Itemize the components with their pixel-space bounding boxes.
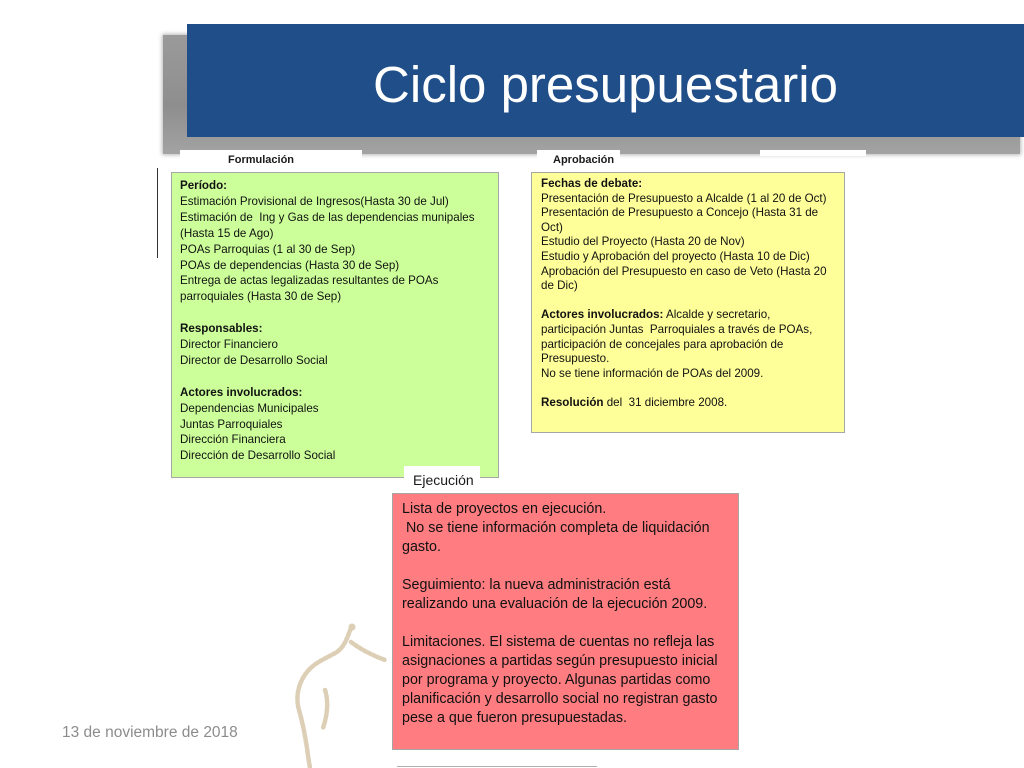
resolucion-heading: Resolución <box>541 395 604 409</box>
resolucion-group <box>541 396 844 411</box>
aprobacion-actores-line: Presupuesto. <box>541 352 610 366</box>
responsables-heading: Responsables: <box>180 322 263 336</box>
fechas-line: Presentación de Presupuesto a Concejo (Hasta 31 de <box>541 206 819 220</box>
periodo-line: parroquiales (Hasta 30 de Sep) <box>180 290 342 304</box>
label-mask-empty <box>760 150 866 156</box>
fechas-group <box>541 177 844 294</box>
map-outline-graphic <box>285 620 395 768</box>
seguimiento-paragraph <box>402 576 738 614</box>
resolucion-line <box>541 396 844 411</box>
periodo-line: Estimación de Ing y Gas de las dependencias munipales <box>180 210 475 224</box>
fechas-heading: Fechas de debate: <box>541 177 643 190</box>
periodo-line: Entrega de actas legalizadas resultantes de POAs <box>180 274 439 288</box>
ejecucion-line: pese a que fueron presupuestadas. <box>402 710 627 726</box>
responsables-line: Director Financiero <box>180 338 278 352</box>
actores-line: Dirección Financiera <box>180 433 286 447</box>
actores-line: Dependencias Municipales <box>180 401 319 415</box>
periodo-heading: Período: <box>180 179 228 192</box>
aprobacion-actores-line: participación Juntas Parroquiales a través de POAs, <box>541 322 813 336</box>
periodo-line: POAs Parroquias (1 al 30 de Sep) <box>180 242 356 256</box>
ejecucion-line: planificación y desarrollo social no registran gasto <box>402 691 718 707</box>
aprobacion-actores-heading-rest: Alcalde y secretario, <box>663 308 771 322</box>
actores-line: Juntas Parroquiales <box>180 417 283 431</box>
limitaciones-paragraph <box>402 633 738 728</box>
responsables-line: Director de Desarrollo Social <box>180 353 328 367</box>
bottom-edge-line <box>397 766 597 767</box>
responsables-group <box>180 321 498 369</box>
vertical-divider <box>157 168 158 258</box>
fechas-line: de Dic) <box>541 279 578 293</box>
actores-heading: Actores involucrados: <box>180 385 303 399</box>
fechas-line: Oct) <box>541 220 563 234</box>
actores-line: Dirección de Desarrollo Social <box>180 449 336 463</box>
ejecucion-line: gasto. <box>402 539 441 555</box>
periodo-line: Estimación Provisional de Ingresos(Hasta 30 de Jul) <box>180 194 449 208</box>
ejecucion-line: realizando una evaluación de la ejecución 2009. <box>402 596 708 612</box>
aprobacion-actores-first-line <box>541 308 844 323</box>
aprobacion-actores-line: No se tiene información de POAs del 2009. <box>541 366 764 380</box>
aprobacion-actores-line: participación de concejales para aprobación de <box>541 337 784 351</box>
ejecucion-line: Lista de proyectos en ejecución. <box>402 501 607 517</box>
formulacion-label: Formulación <box>228 154 295 166</box>
resolucion-text: del 31 diciembre 2008. <box>603 395 728 409</box>
periodo-line: (Hasta 15 de Ago) <box>180 226 274 240</box>
fechas-line: Presentación de Presupuesto a Alcalde (1 al 20 de Oct) <box>541 191 827 205</box>
ejecucion-label: Ejecución <box>413 472 474 488</box>
ejecucion-line: No se tiene información completa de liquidación <box>402 520 710 536</box>
ejecucion-line: Limitaciones. El sistema de cuentas no refleja las <box>402 634 715 650</box>
fechas-line: Estudio del Proyecto (Hasta 20 de Nov) <box>541 235 745 249</box>
ejecucion-line: Seguimiento: la nueva administración está <box>402 577 671 593</box>
formulacion-box <box>171 172 499 478</box>
lista-paragraph <box>402 500 738 557</box>
fechas-line: Estudio y Aprobación del proyecto (Hasta 10 de Dic) <box>541 249 810 263</box>
aprobacion-actores-heading: Actores involucrados: <box>541 308 664 322</box>
fechas-line: Aprobación del Presupuesto en caso de Veto (Hasta 20 <box>541 264 827 278</box>
slide-date: 13 de noviembre de 2018 <box>62 724 238 741</box>
ejecucion-box <box>392 493 739 750</box>
aprobacion-box <box>531 172 845 433</box>
periodo-group <box>180 178 498 305</box>
actores-group <box>180 385 498 465</box>
ejecucion-line: por programa y proyecto. Algunas partidas como <box>402 672 711 688</box>
aprobacion-actores-group <box>541 308 844 381</box>
slide-title: Ciclo presupuestario <box>373 56 838 113</box>
aprobacion-label: Aprobación <box>553 154 615 166</box>
periodo-line: POAs de dependencias (Hasta 30 de Sep) <box>180 258 400 272</box>
ejecucion-line: asignaciones a partidas según presupuesto inicial <box>402 653 718 669</box>
title-bar <box>187 24 1024 137</box>
